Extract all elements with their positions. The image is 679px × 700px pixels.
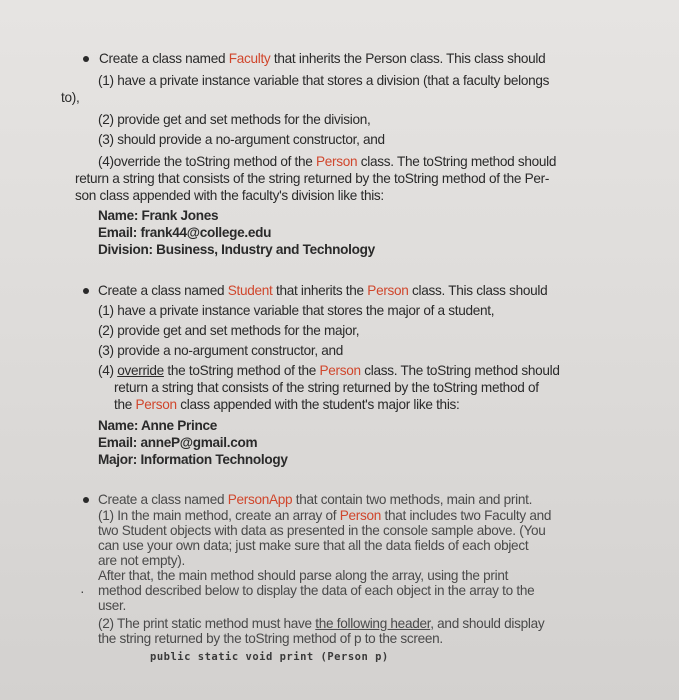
faculty-example-email: Email: frank44@college.edu bbox=[98, 225, 272, 240]
personapp-line-10: the string returned by the toString method of p to the screen. bbox=[98, 631, 443, 646]
student-example-email: Email: anneP@gmail.com bbox=[98, 435, 258, 450]
personapp-dash-item bbox=[72, 583, 632, 598]
dash-marker: · bbox=[80, 583, 85, 599]
student-example-name: Name: Anne Prince bbox=[98, 418, 218, 433]
student-line-4: (3) provide a no-argument constructor, and bbox=[98, 343, 344, 358]
personapp-line-3: two Student objects with data as presented in the console sample above. (You bbox=[98, 523, 546, 538]
print-method-header-code: public static void print (Person p) bbox=[150, 651, 389, 663]
personapp-line-5: are not empty). bbox=[98, 553, 185, 568]
personapp-section bbox=[72, 491, 632, 666]
faculty-section bbox=[61, 50, 632, 258]
personapp-line-8: user. bbox=[98, 598, 126, 613]
faculty-line-4: (2) provide get and set methods for the division, bbox=[98, 112, 371, 127]
personapp-line-9: (2) The print static method must have the following header, and should display bbox=[98, 616, 545, 631]
student-line-3: (2) provide get and set methods for the major, bbox=[98, 323, 360, 338]
assignment-text bbox=[61, 50, 632, 666]
faculty-line-8: son class appended with the faculty's division like this: bbox=[75, 188, 384, 203]
bullet-dot bbox=[83, 56, 89, 62]
faculty-example-division: Division: Business, Industry and Technology bbox=[98, 242, 375, 257]
faculty-line-6: (4)override the toString method of the Person class. The toString method should bbox=[98, 154, 557, 169]
student-example-major: Major: Information Technology bbox=[98, 452, 288, 467]
bullet-dot bbox=[83, 497, 89, 503]
faculty-line-1: Create a class named Faculty that inherits the Person class. This class should bbox=[99, 51, 546, 66]
faculty-line-2: (1) have a private instance variable that stores a division (that a faculty belongs bbox=[98, 73, 550, 88]
bullet-dot bbox=[83, 288, 89, 294]
faculty-line-5: (3) should provide a no-argument constructor, and bbox=[98, 132, 385, 147]
faculty-line-7: return a string that consists of the string returned by the toString method of the Per- bbox=[75, 171, 550, 186]
personapp-line-2: (1) In the main method, create an array of Person that includes two Faculty and bbox=[98, 508, 552, 523]
student-line-1: Create a class named Student that inherits the Person class. This class should bbox=[98, 283, 548, 298]
student-section bbox=[72, 282, 632, 468]
faculty-line-3: to), bbox=[61, 90, 80, 105]
faculty-example-name: Name: Frank Jones bbox=[98, 208, 219, 223]
student-line-7: the Person class appended with the student's major like this: bbox=[114, 397, 460, 412]
student-line-2: (1) have a private instance variable that stores the major of a student, bbox=[98, 303, 495, 318]
personapp-line-4: can use your own data; just make sure that all the data fields of each object bbox=[98, 538, 529, 553]
personapp-line-1: Create a class named PersonApp that contain two methods, main and print. bbox=[98, 492, 533, 507]
personapp-line-6: After that, the main method should parse along the array, using the print bbox=[98, 568, 509, 583]
student-line-6: return a string that consists of the string returned by the toString method of bbox=[114, 380, 539, 395]
student-line-5: (4) override the toString method of the Person class. The toString method should bbox=[98, 363, 560, 378]
personapp-line-7: method described below to display the data of each object in the array to the bbox=[98, 583, 535, 598]
